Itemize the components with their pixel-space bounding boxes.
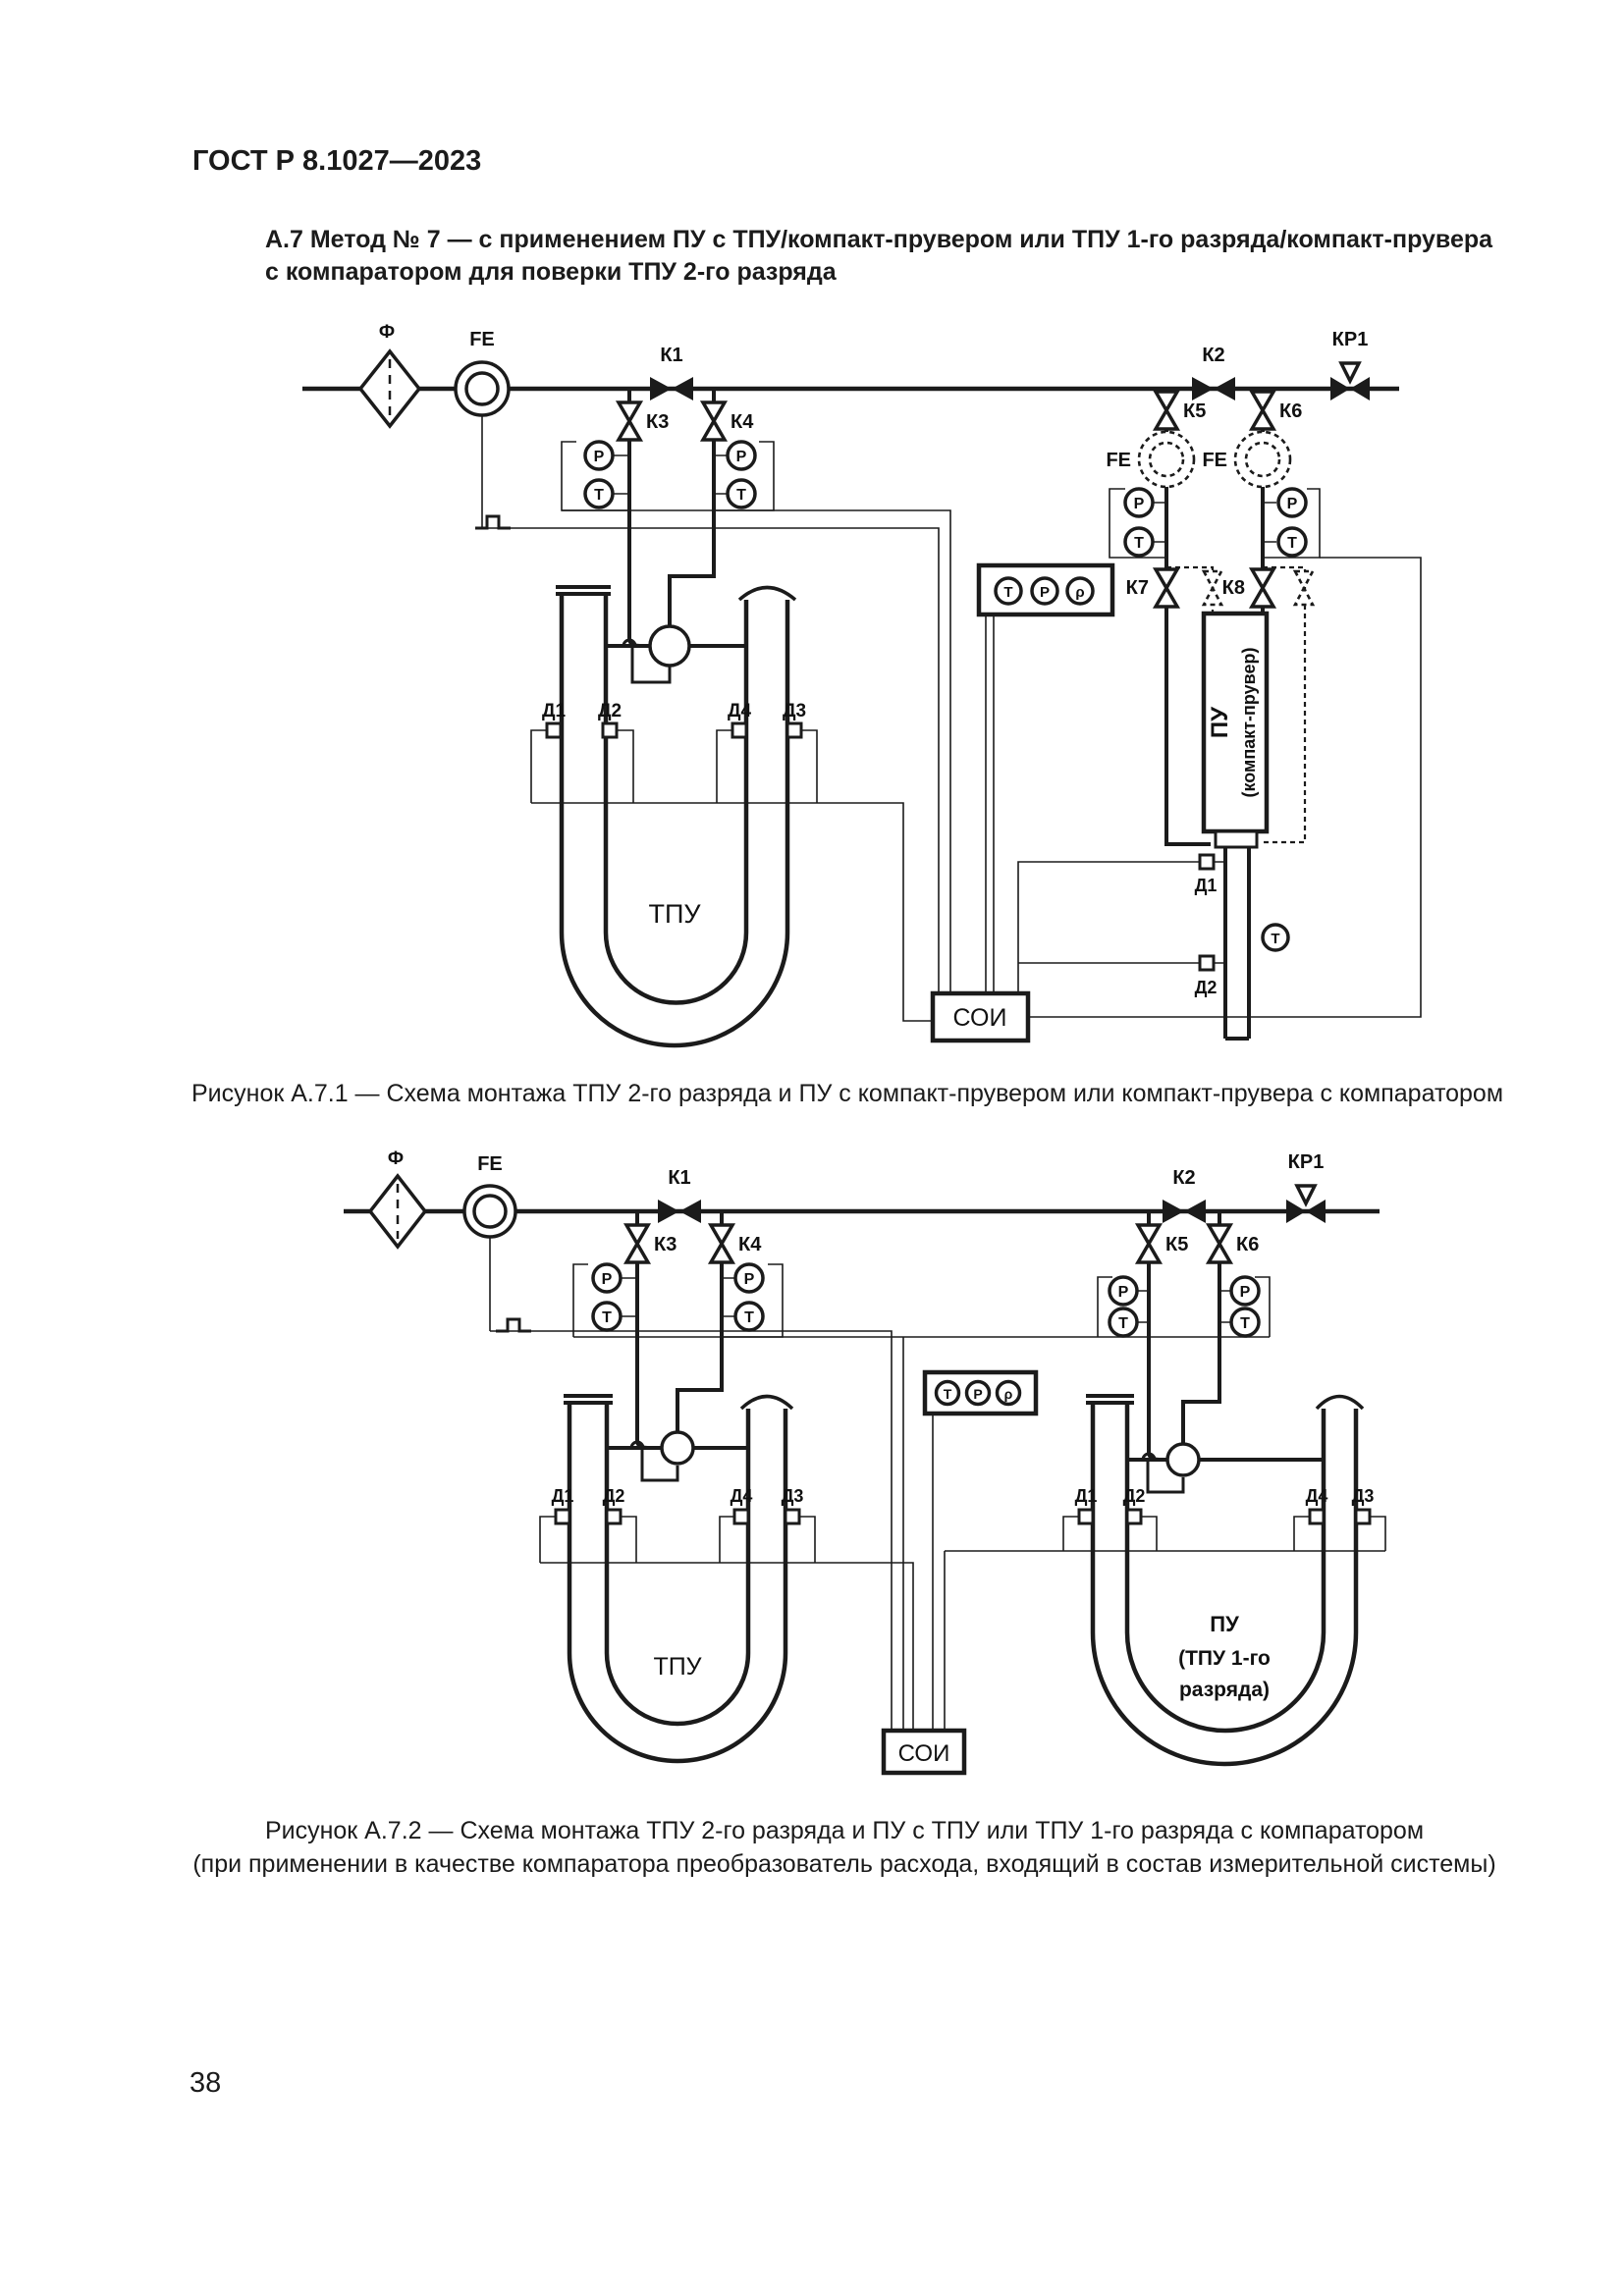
section-heading-line2: с компаратором для поверки ТПУ 2-го разряда	[265, 258, 837, 286]
valve-k1	[658, 1200, 701, 1223]
prover-label-line2: (ТПУ 1-го	[1178, 1647, 1271, 1670]
valve-k1	[650, 377, 693, 400]
detector-d2-label: Д2	[1122, 1486, 1146, 1506]
filter-icon	[370, 1176, 425, 1247]
gauge-letter: Т	[1118, 1315, 1128, 1332]
detector-d3-label: Д3	[782, 701, 807, 721]
figure-a72-caption-line1: Рисунок А.7.2 — Схема монтажа ТПУ 2-го разряда и ПУ с ТПУ или ТПУ 1-го разряда с компаратором	[264, 1817, 1425, 1844]
gauge-letter: Т	[744, 1309, 754, 1326]
trho-letter: ρ	[1075, 584, 1085, 601]
figure-a72-caption-line2: (при применении в качестве компаратора преобразователь расхода, входящий в состав измерительной системы)	[192, 1850, 1496, 1878]
valve-k1-label: К1	[668, 1167, 691, 1189]
valve-k4	[703, 402, 725, 440]
tpu-vessel	[556, 1396, 799, 1761]
page-number: 38	[189, 2067, 222, 2099]
valve-k2-label: К2	[1202, 345, 1225, 366]
flow-element-icon	[456, 362, 509, 415]
trho-letter: Т	[1003, 584, 1013, 601]
prover-label-line1: ПУ	[1207, 706, 1233, 739]
detector-d3-label: Д3	[781, 1486, 804, 1506]
dome-cap	[739, 588, 795, 601]
valve-k1-label: К1	[660, 345, 683, 366]
gauge-letter: Р	[1133, 496, 1145, 512]
soi-label: СОИ	[952, 1004, 1007, 1032]
fe-label: FE	[469, 329, 495, 350]
valve-k8-label: К8	[1221, 577, 1245, 599]
gauge-letter: Т	[1287, 535, 1297, 552]
filter-icon	[360, 351, 419, 426]
pump-icon	[650, 626, 689, 666]
prover-label-line2: (компакт-прувер)	[1239, 647, 1259, 798]
prover-tpu-vessel	[1079, 1396, 1370, 1764]
section-heading	[265, 224, 1492, 289]
valve-k8	[1252, 569, 1273, 607]
valve-k2-label: К2	[1172, 1167, 1196, 1189]
valve-k5	[1156, 392, 1177, 429]
valve-k5-label: К5	[1183, 400, 1207, 422]
valve-k3-label: К3	[654, 1234, 677, 1255]
pump-icon	[662, 1432, 693, 1464]
comparator-flow-element-left	[1139, 432, 1194, 487]
pressure-temperature-gauges	[593, 1264, 1259, 1336]
detector-d1-label: Д1	[1074, 1486, 1098, 1506]
figure-a71-diagram	[177, 294, 1434, 1080]
dome-cap	[741, 1397, 792, 1410]
detector-d1-label: Д1	[551, 1486, 574, 1506]
flow-element-icon	[464, 1186, 515, 1237]
figure-a71-caption: Рисунок А.7.1 — Схема монтажа ТПУ 2-го разряда и ПУ с компакт-прувером или компакт-прувера с компаратором	[191, 1080, 1504, 1107]
fe-label: FE	[477, 1153, 503, 1175]
valve-k5-label: К5	[1165, 1234, 1189, 1255]
filter-label: Ф	[378, 322, 396, 343]
fe-right-label: FE	[1202, 450, 1227, 471]
gauge-letter: Р	[1286, 496, 1298, 512]
gauge-letter: Т	[1240, 1315, 1250, 1332]
dome-cap	[1317, 1397, 1363, 1410]
gauge-letter: Т	[1134, 535, 1144, 552]
gauge-letter: Р	[1117, 1284, 1129, 1301]
valve-k3-label: К3	[646, 411, 670, 433]
pressure-temperature-gauges	[585, 442, 1306, 556]
trho-letter: Р	[1039, 584, 1051, 601]
gauge-letter: Р	[743, 1271, 755, 1288]
gauge-letter: Т	[1271, 931, 1280, 947]
trho-letter: Р	[973, 1386, 983, 1402]
valve-k6-label: К6	[1279, 400, 1303, 422]
detector-d4-label: Д4	[727, 701, 752, 721]
prover-detector-d2-label: Д2	[1194, 978, 1218, 997]
trho-letter: ρ	[1003, 1386, 1013, 1402]
valve-k4	[711, 1225, 732, 1262]
valve-k7	[1156, 569, 1177, 607]
valve-kp1-label: КР1	[1331, 329, 1369, 350]
filter-label: Ф	[387, 1148, 405, 1169]
gauge-letter: Р	[593, 449, 605, 465]
comparator-flow-element-right	[1235, 432, 1290, 487]
gauge-letter: Р	[601, 1271, 613, 1288]
detector-d4-label: Д4	[1305, 1486, 1328, 1506]
detector-d1-label: Д1	[541, 701, 567, 721]
control-valve-kp1	[1330, 363, 1370, 400]
pulse-signal-icon	[496, 1319, 531, 1331]
valve-k2	[1192, 377, 1235, 400]
section-heading-line1: А.7 Метод № 7 — с применением ПУ с ТПУ/компакт-прувером или ТПУ 1-го разряда/компакт-прувера	[265, 226, 1493, 253]
fe-left-label: FE	[1106, 450, 1131, 471]
valve-k2	[1163, 1200, 1206, 1223]
bypass-valve-right-icon	[1295, 571, 1313, 605]
valve-k5	[1138, 1225, 1160, 1262]
detector-d2-label: Д2	[597, 701, 623, 721]
gauge-letter: Т	[736, 487, 746, 504]
figure-a72-caption	[191, 1814, 1497, 1881]
prover-label-line3: разряда)	[1178, 1679, 1271, 1701]
valve-k6-label: К6	[1236, 1234, 1260, 1255]
prover-detector-d1-label: Д1	[1194, 876, 1218, 895]
valve-k6	[1252, 392, 1273, 429]
valve-k3	[619, 402, 640, 440]
detector-d3-label: Д3	[1351, 1486, 1375, 1506]
valve-k3	[626, 1225, 648, 1262]
bypass-valve-left-icon	[1204, 571, 1221, 605]
valve-k4-label: К4	[738, 1234, 762, 1255]
valve-k4-label: К4	[731, 411, 754, 433]
tpu-label: ТПУ	[653, 1653, 702, 1681]
tpu-vessel	[556, 587, 795, 1045]
gauge-letter: Т	[594, 487, 604, 504]
figure-a72-diagram	[177, 1129, 1434, 1816]
gauge-letter: Р	[1239, 1284, 1251, 1301]
gauge-letter: Т	[602, 1309, 612, 1326]
valve-kp1-label: КР1	[1287, 1151, 1325, 1173]
valve-k7-label: К7	[1125, 577, 1149, 599]
tpu-detectors	[547, 723, 801, 737]
prover-label-line1: ПУ	[1210, 1612, 1239, 1636]
document-header: ГОСТ Р 8.1027—2023	[192, 145, 482, 177]
detector-d4-label: Д4	[730, 1486, 753, 1506]
detector-d2-label: Д2	[602, 1486, 625, 1506]
pulse-signal-icon	[475, 516, 511, 528]
valve-k6	[1209, 1225, 1230, 1262]
gauge-letter: Р	[735, 449, 747, 465]
control-valve-kp1	[1286, 1186, 1326, 1223]
pump-icon	[1167, 1444, 1199, 1475]
soi-label: СОИ	[897, 1740, 950, 1767]
tpu-label: ТПУ	[648, 899, 701, 929]
trho-letter: Т	[943, 1386, 952, 1402]
